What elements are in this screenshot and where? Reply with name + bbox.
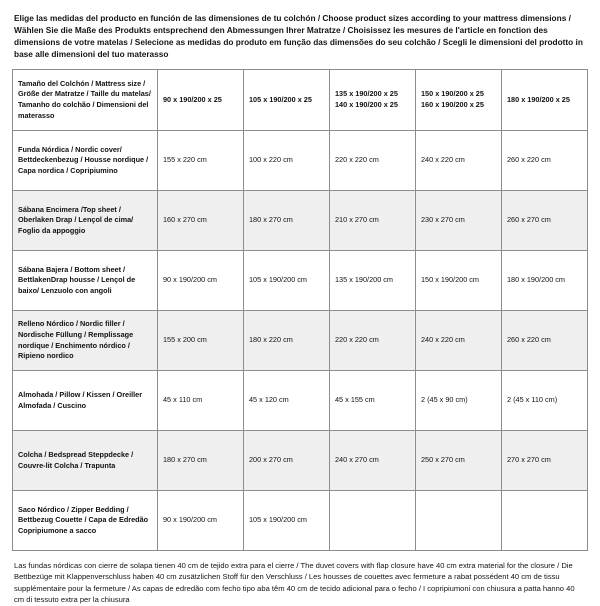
- row-cell: 155 x 200 cm: [158, 311, 244, 371]
- table-row: [13, 431, 588, 491]
- row-cell: 240 x 220 cm: [416, 131, 502, 191]
- row-label: Colcha / Bedspread Steppdecke / Couvre-lit Colcha / Trapunta: [13, 431, 158, 491]
- row-cell: 150 x 190/200 cm: [416, 251, 502, 311]
- row-cell: 220 x 220 cm: [330, 311, 416, 371]
- row-cell: 45 x 155 cm: [330, 371, 416, 431]
- header-column-5: [502, 70, 588, 131]
- row-cell: 90 x 190/200 cm: [158, 251, 244, 311]
- row-cell: 180 x 190/200 cm: [502, 251, 588, 311]
- header-column-2: [244, 70, 330, 131]
- row-cell: 240 x 220 cm: [416, 311, 502, 371]
- row-cell: [330, 491, 416, 551]
- row-label: Sábana Bajera / Bottom sheet / BettlakenDrap housse / Lençol de baixo/ Lenzuolo con angoli: [13, 251, 158, 311]
- row-cell: [502, 491, 588, 551]
- header-column-3: [330, 70, 416, 131]
- header-column-3-line-2: 140 x 190/200 x 25: [335, 100, 398, 110]
- row-label: Almohada / Pillow / Kissen / Oreiller Almofada / Cuscino: [13, 371, 158, 431]
- table-row: [13, 131, 588, 191]
- row-cell: 45 x 120 cm: [244, 371, 330, 431]
- table-row: [13, 251, 588, 311]
- row-cell: 90 x 190/200 cm: [158, 491, 244, 551]
- row-cell: 230 x 270 cm: [416, 191, 502, 251]
- header-mattress-size-label: Tamaño del Colchón / Mattress size / Größe der Matratze / Taille du matelas/ Tamanho do colchão / Dimensioni del materasso: [13, 70, 158, 131]
- header-column-1: [158, 70, 244, 131]
- row-cell: 105 x 190/200 cm: [244, 491, 330, 551]
- row-cell: 160 x 270 cm: [158, 191, 244, 251]
- table-row: [13, 371, 588, 431]
- row-cell: 2 (45 x 110 cm): [502, 371, 588, 431]
- row-cell: 135 x 190/200 cm: [330, 251, 416, 311]
- header-column-4-line-2: 160 x 190/200 x 25: [421, 100, 484, 110]
- row-cell: [416, 491, 502, 551]
- row-cell: 45 x 110 cm: [158, 371, 244, 431]
- header-column-4-line-1: 150 x 190/200 x 25: [421, 89, 484, 99]
- row-cell: 180 x 220 cm: [244, 311, 330, 371]
- row-label: Relleno Nórdico / Nordic filler / Nordische Füllung / Remplissage nordique / Enchimento nórdico / Ripieno nordico: [13, 311, 158, 371]
- row-cell: 240 x 270 cm: [330, 431, 416, 491]
- row-cell: 180 x 270 cm: [244, 191, 330, 251]
- row-label: Sábana Encimera /Top sheet / Oberlaken Drap / Lençol de cima/ Foglio da appoggio: [13, 191, 158, 251]
- row-cell: 200 x 270 cm: [244, 431, 330, 491]
- row-cell: 260 x 270 cm: [502, 191, 588, 251]
- header-column-3-line-1: 135 x 190/200 x 25: [335, 89, 398, 99]
- row-cell: 210 x 270 cm: [330, 191, 416, 251]
- row-cell: 2 (45 x 90 cm): [416, 371, 502, 431]
- row-cell: 105 x 190/200 cm: [244, 251, 330, 311]
- row-cell: 260 x 220 cm: [502, 131, 588, 191]
- row-cell: 250 x 270 cm: [416, 431, 502, 491]
- row-label: Funda Nórdica / Nordic cover/ Bettdeckenbezug / Housse nordique / Capa nordica / Copripiumino: [13, 131, 158, 191]
- row-cell: 260 x 220 cm: [502, 311, 588, 371]
- table-row: [13, 191, 588, 251]
- row-cell: 270 x 270 cm: [502, 431, 588, 491]
- footnote-text: Las fundas nórdicas con cierre de solapa tienen 40 cm de tejido extra para el cierre / The duvet covers with flap closure have 40 cm extra material for the closure / Die Bettbezüge mit Klappenverschluss haben 40 cm zusätzlichen Stoff für den Verschluss / Les housses de couettes avec fermeture a rabat possédent 40 cm de tissu supplémentaire pour la fermeture / As capas de edredão com fecho tipo aba têm 40 cm de tecido adicional para o fecho / I copripiumoni con chiusura a patta hanno 40 cm di tessuto extra per la chiusura: [14, 561, 575, 605]
- table-row: [13, 491, 588, 551]
- row-cell: 155 x 220 cm: [158, 131, 244, 191]
- table-header-row: [13, 70, 588, 131]
- header-column-1-line: 90 x 190/200 x 25: [163, 94, 222, 104]
- header-column-2-line: 105 x 190/200 x 25: [249, 94, 312, 104]
- header-column-4: [416, 70, 502, 131]
- row-label: Saco Nórdico / Zipper Bedding / Bettbezug Couette / Capa de Edredão Copripiumone a sacco: [13, 491, 158, 551]
- intro-paragraph: Elige las medidas del producto en función de las dimensiones de tu colchón / Choose product sizes according to your mattress dimensions / Wählen Sie die Maße des Produkts entsprechend den Abmessungen Ihrer Matratze / Choisissez les mesures de l'article en fonction des dimensions de votre matelas / Selecione as medidas do produto em função das dimensões do seu colchão / Scegli le dimensioni del prodotto in base alle dimensioni del tuo materasso: [14, 13, 583, 60]
- row-cell: 180 x 270 cm: [158, 431, 244, 491]
- table-row: [13, 311, 588, 371]
- row-cell: 220 x 220 cm: [330, 131, 416, 191]
- row-cell: 100 x 220 cm: [244, 131, 330, 191]
- header-column-5-line: 180 x 190/200 x 25: [507, 94, 570, 104]
- size-chart-table: [12, 69, 588, 551]
